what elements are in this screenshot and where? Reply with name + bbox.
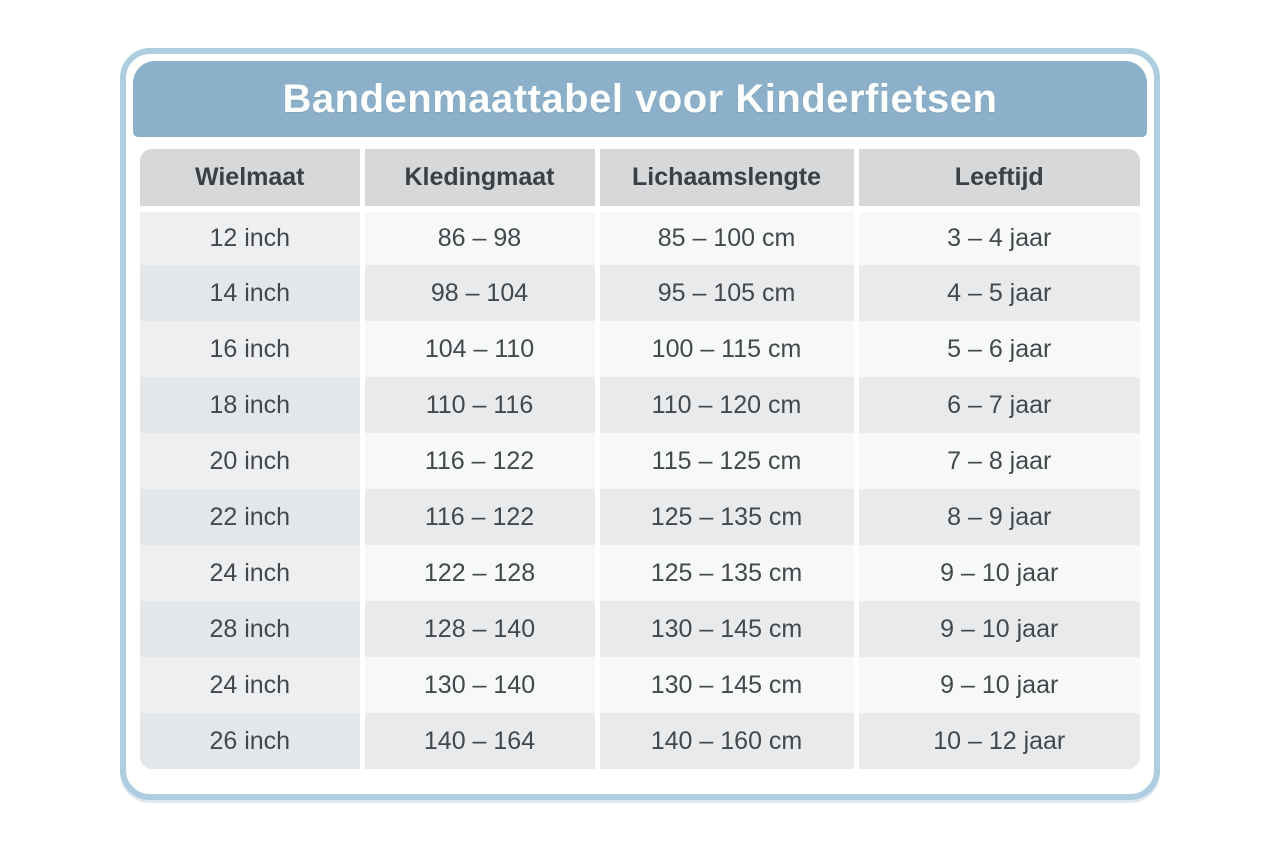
table-row [140, 377, 1140, 433]
table-row [140, 209, 1140, 265]
table-cell: 125 – 135 cm [597, 489, 856, 545]
table-cell: 24 inch [140, 657, 362, 713]
table-cell: 116 – 122 [362, 489, 597, 545]
table-cell: 18 inch [140, 377, 362, 433]
table-row [140, 321, 1140, 377]
table-cell: 4 – 5 jaar [856, 265, 1140, 321]
size-chart-card [120, 48, 1160, 800]
table-cell: 12 inch [140, 209, 362, 265]
table-cell: 9 – 10 jaar [856, 601, 1140, 657]
table-cell: 140 – 160 cm [597, 713, 856, 769]
table-row [140, 657, 1140, 713]
table-cell: 104 – 110 [362, 321, 597, 377]
table-cell: 125 – 135 cm [597, 545, 856, 601]
table-cell: 3 – 4 jaar [856, 209, 1140, 265]
table-cell: 9 – 10 jaar [856, 545, 1140, 601]
table-cell: 26 inch [140, 713, 362, 769]
size-table [140, 149, 1140, 769]
table-cell: 98 – 104 [362, 265, 597, 321]
table-cell: 95 – 105 cm [597, 265, 856, 321]
table-cell: 115 – 125 cm [597, 433, 856, 489]
table-cell: 8 – 9 jaar [856, 489, 1140, 545]
table-cell: 6 – 7 jaar [856, 377, 1140, 433]
table-cell: 10 – 12 jaar [856, 713, 1140, 769]
column-header-leeftijd: Leeftijd [856, 149, 1140, 209]
column-header-kledingmaat: Kledingmaat [362, 149, 597, 209]
table-cell: 110 – 120 cm [597, 377, 856, 433]
table-cell: 20 inch [140, 433, 362, 489]
table-cell: 28 inch [140, 601, 362, 657]
table-cell: 116 – 122 [362, 433, 597, 489]
column-header-lichaamslengte: Lichaamslengte [597, 149, 856, 209]
table-cell: 24 inch [140, 545, 362, 601]
table-body [140, 209, 1140, 769]
table-cell: 9 – 10 jaar [856, 657, 1140, 713]
table-row [140, 489, 1140, 545]
size-table-wrap [140, 149, 1140, 769]
table-cell: 16 inch [140, 321, 362, 377]
table-cell: 128 – 140 [362, 601, 597, 657]
table-row [140, 713, 1140, 769]
column-header-wielmaat: Wielmaat [140, 149, 362, 209]
table-cell: 100 – 115 cm [597, 321, 856, 377]
table-cell: 130 – 145 cm [597, 601, 856, 657]
table-cell: 110 – 116 [362, 377, 597, 433]
table-header [140, 149, 1140, 209]
table-cell: 5 – 6 jaar [856, 321, 1140, 377]
table-row [140, 433, 1140, 489]
table-cell: 85 – 100 cm [597, 209, 856, 265]
table-cell: 130 – 145 cm [597, 657, 856, 713]
page-title: Bandenmaattabel voor Kinderfietsen [282, 76, 998, 121]
table-row [140, 601, 1140, 657]
table-header-row [140, 149, 1140, 209]
table-cell: 7 – 8 jaar [856, 433, 1140, 489]
table-cell: 122 – 128 [362, 545, 597, 601]
table-row [140, 265, 1140, 321]
table-cell: 86 – 98 [362, 209, 597, 265]
header-band [133, 61, 1147, 137]
table-row [140, 545, 1140, 601]
table-cell: 130 – 140 [362, 657, 597, 713]
table-cell: 14 inch [140, 265, 362, 321]
table-cell: 140 – 164 [362, 713, 597, 769]
table-cell: 22 inch [140, 489, 362, 545]
